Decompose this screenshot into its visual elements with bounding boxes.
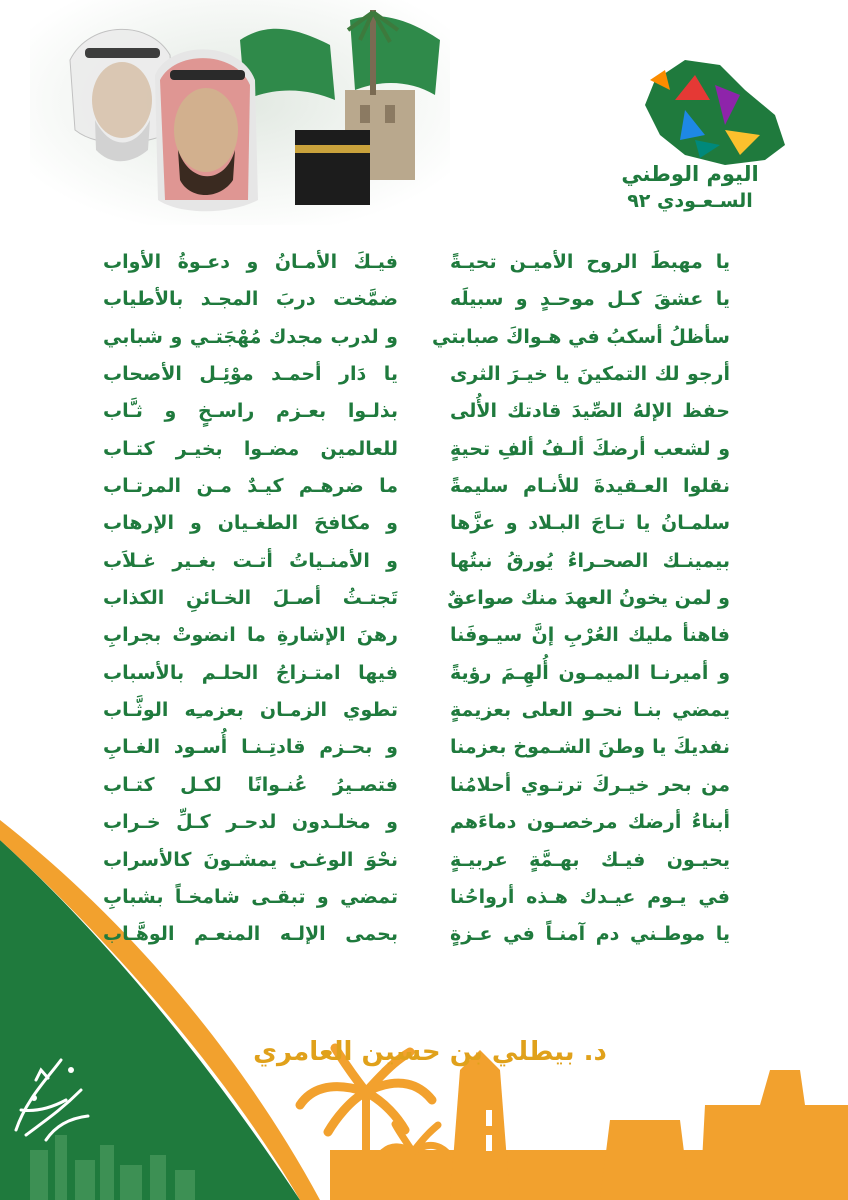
verse-first-half-15: من بحر خيـركَ ترتـوي أحلامُنا <box>450 773 730 796</box>
verse-first-half-12: و أميرنـا الميمـون أُلهِـمَ رؤيةً <box>450 661 730 684</box>
verse-second-half-4: يا دَار أحمـد موْئِـل الأصحاب <box>103 363 398 386</box>
verse-first-half-19: يا موطـني دم آمنـاً في عـزةٍ <box>450 923 730 946</box>
poet-name: د. بيطلي بن حسين العامري <box>253 1037 607 1067</box>
verse-first-half-5: حفظ الإلهُ الصِّيدَ قادتك الأُلى <box>450 400 730 423</box>
verse-second-half-14: و بحـزم قادتِـنـا أُسـود الغـابِ <box>103 736 398 759</box>
verse-first-half-14: نفديكَ يا وطنَ الشـموخ بعزمنا <box>450 736 730 759</box>
logo-title: اليوم الوطني <box>621 162 759 186</box>
verse-first-half-13: يمضي بنـا نحـو العلى بعزيمةٍ <box>450 699 730 722</box>
figure-right <box>155 49 258 211</box>
verse-second-half-10: تَجتـثُ أصـلَ الخـائنِ الكذاب <box>103 587 398 610</box>
verse-first-half-6: و لشعب أرضكَ ألـفُ ألفِ تحيةٍ <box>450 437 730 460</box>
verse-second-half-12: فيها امتـزاجُ الحلـم بالأسباب <box>103 661 398 684</box>
verse-second-half-9: و الأمنـياتُ أتـت بغـير غـلاَب <box>103 549 398 572</box>
verse-first-half-2: يا عشقَ كـل موحـدٍ و سبيلَه <box>450 288 730 311</box>
verse-second-half-2: ضمَّخت دربَ المجـد بالأطياب <box>103 288 398 311</box>
logo-subtitle: السـعـودي ٩٢ <box>627 190 753 212</box>
verse-second-half-17: نحْوَ الوغـى يمشـونَ كالأسراب <box>103 848 398 871</box>
verse-first-half-11: فاهنأ مليك العُرْبِ إنَّ سيـوفَنا <box>450 624 730 647</box>
verse-first-half-1: يا مهبطَ الروح الأميـن تحيـةً <box>450 251 730 273</box>
verse-second-half-18: تمضي و تبقـى شامخـاً بشبابِ <box>103 885 398 908</box>
verse-second-half-7: ما ضرهـم كيـدٌ مـن المرتـاب <box>103 475 398 498</box>
poem-second-hemistichs <box>103 244 398 954</box>
verse-second-half-8: و مكافحَ الطغـيان و الإرهاب <box>103 512 398 535</box>
verse-second-half-11: رهنَ الإشارةِ ما انضوتْ بجرابِ <box>103 624 398 647</box>
verse-first-half-16: أبناءُ أرضك مرخصـون دماءَهم <box>450 811 730 834</box>
verse-second-half-5: بذلـوا بعـزم راسـخٍ و ثـَّاب <box>103 400 398 423</box>
verse-second-half-3: و لدرب مجدك مُهْجَتـي و شبابي <box>103 325 398 348</box>
heritage-silhouette <box>300 1048 848 1200</box>
verse-first-half-7: نقلوا العـقيدةَ للأنـام سليمةً <box>450 475 730 498</box>
verse-second-half-6: للعالمين مضـوا بخيـر كتـاب <box>103 437 398 460</box>
verse-second-half-13: تطوي الزمـان بعزمـِه الوثَّـاب <box>103 699 398 722</box>
verse-first-half-10: و لمن يخونُ العهدَ منك صواعقٌ <box>447 587 730 610</box>
verse-first-half-17: يحيـون فيـك بهـمَّةٍ عربيـةٍ <box>450 848 730 871</box>
verse-first-half-3: سأظلُ أسكبُ في هـواكَ صبابتي <box>431 325 730 348</box>
header-illustration <box>30 0 450 225</box>
verse-second-half-16: و مخلـدون لدحـر كـلِّ خـراب <box>103 811 398 834</box>
verse-first-half-8: سلمـانُ يا تـاجَ البـلاد و عزَّها <box>450 512 730 535</box>
verse-second-half-15: فتصـيرُ عُنـوانًا لكـل كتـاب <box>103 773 398 796</box>
poem <box>0 244 848 1024</box>
verse-first-half-18: في يـوم عيـدك هـذه أرواحُنا <box>450 885 730 908</box>
calligraphy-emblem <box>6 1040 96 1150</box>
poem-first-hemistichs <box>431 244 730 954</box>
kaaba-icon <box>295 130 370 205</box>
verse-second-half-19: بحمى الإلـه المنعـم الوهَّـاب <box>103 923 398 946</box>
verse-first-half-9: بيمينـك الصحـراءُ يُورقُ نبتُها <box>450 549 730 572</box>
verse-first-half-4: أرجو لك التمكينَ يا خيـرَ الثرى <box>450 363 730 386</box>
verse-second-half-1: فيـكَ الأمـانُ و دعـوةُ الأواب <box>103 251 398 273</box>
